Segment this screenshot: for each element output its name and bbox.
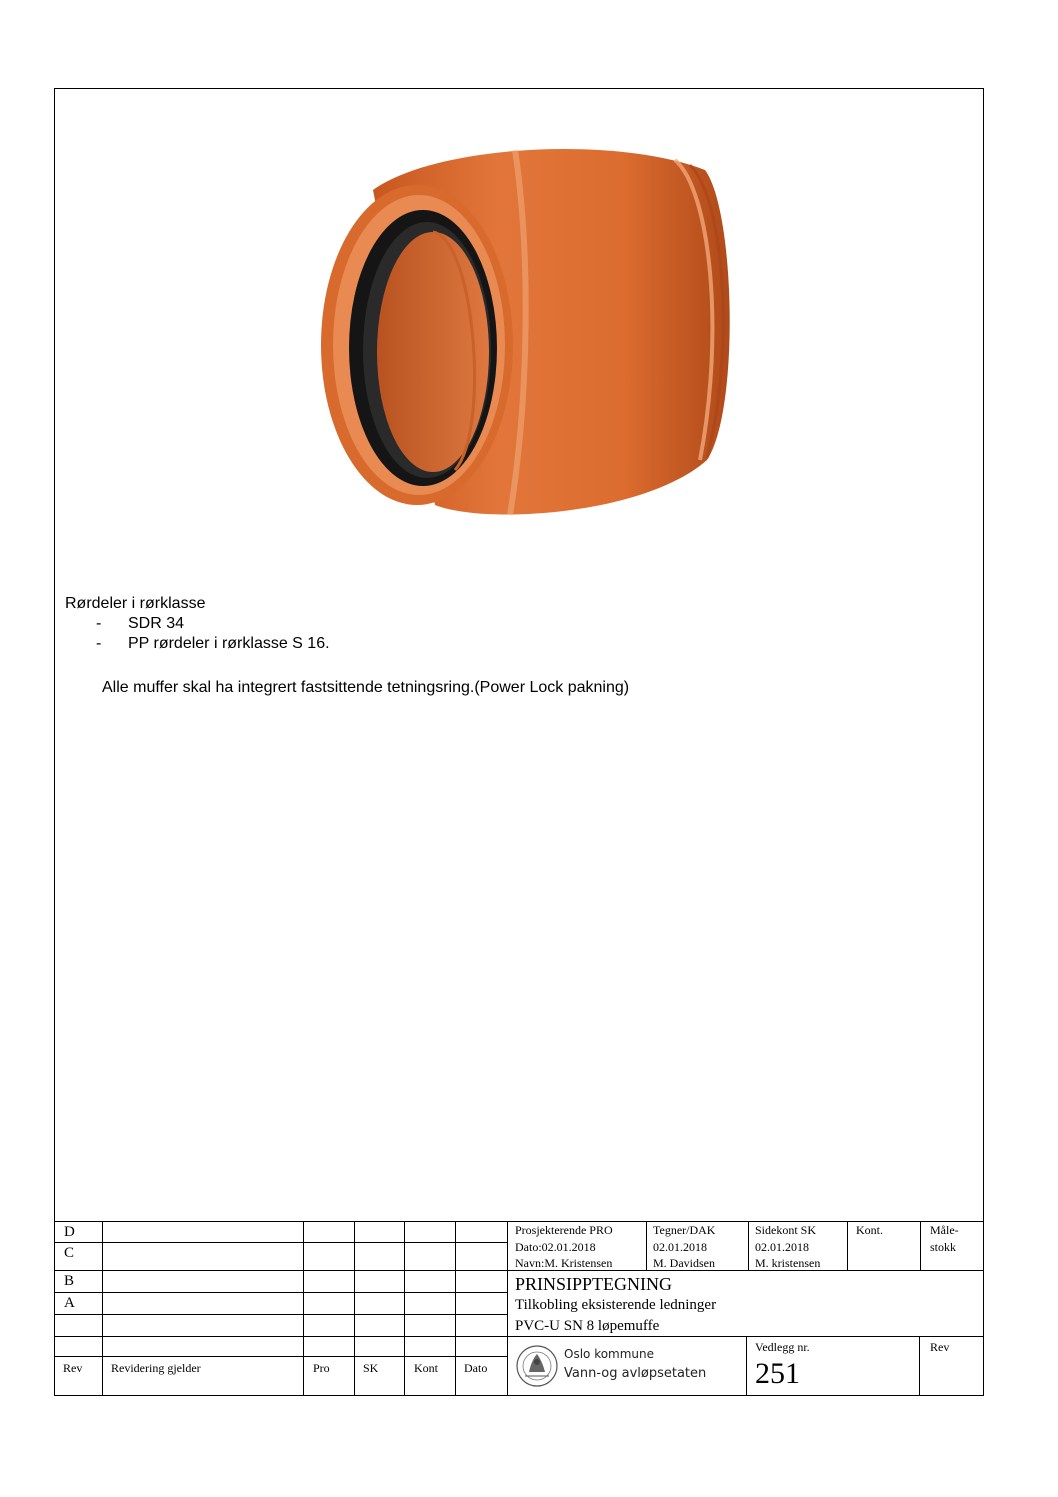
rev-label: Rev bbox=[930, 1340, 950, 1354]
sidekont-name: M. kristensen bbox=[755, 1256, 821, 1270]
list-bullet: - bbox=[96, 635, 102, 652]
prosjekterende-date: Dato:02.01.2018 bbox=[515, 1240, 596, 1254]
description-header: Revidering gjelder bbox=[111, 1361, 201, 1375]
malestokk-label-1: Måle- bbox=[930, 1223, 959, 1237]
notes-remark: Alle muffer skal ha integrert fastsittende tetningsring.(Power Lock pakning) bbox=[102, 679, 630, 696]
prosjekterende-name: Navn:M. Kristensen bbox=[515, 1256, 613, 1270]
notes-heading: Rørdeler i rørklasse bbox=[65, 595, 206, 612]
dato-header: Dato bbox=[464, 1361, 488, 1375]
rev-row-c: C bbox=[64, 1245, 75, 1261]
rev-row-b: B bbox=[64, 1273, 75, 1289]
rev-row-a: A bbox=[64, 1295, 75, 1311]
org-name: Oslo kommune bbox=[564, 1347, 655, 1361]
tegner-label: Tegner/DAK bbox=[653, 1223, 716, 1237]
list-item-text: SDR 34 bbox=[128, 615, 185, 632]
tegner-name: M. Davidsen bbox=[653, 1256, 715, 1270]
rev-row-d: D bbox=[64, 1224, 75, 1240]
prosjekterende-label: Prosjekterende PRO bbox=[515, 1223, 613, 1237]
sidekont-label: Sidekont SK bbox=[755, 1223, 817, 1237]
pro-header: Pro bbox=[313, 1361, 330, 1375]
kont-label: Kont. bbox=[856, 1223, 883, 1237]
drawing-title: PRINSIPPTEGNING bbox=[515, 1274, 673, 1294]
rev-header: Rev bbox=[63, 1361, 83, 1375]
sidekont-date: 02.01.2018 bbox=[755, 1240, 809, 1254]
org-department: Vann-og avløpsetaten bbox=[564, 1366, 707, 1381]
drawing-subtitle-2: PVC-U SN 8 løpemuffe bbox=[515, 1318, 660, 1334]
list-item-text: PP rørdeler i rørklasse S 16. bbox=[128, 635, 330, 652]
vedlegg-label: Vedlegg nr. bbox=[755, 1340, 810, 1354]
list-bullet: - bbox=[96, 615, 102, 632]
sk-header: SK bbox=[363, 1361, 379, 1375]
drawing-subtitle-1: Tilkobling eksisterende ledninger bbox=[515, 1297, 717, 1313]
kont-header: Kont bbox=[414, 1361, 438, 1375]
tegner-date: 02.01.2018 bbox=[653, 1240, 707, 1254]
vedlegg-number: 251 bbox=[755, 1357, 800, 1390]
malestokk-label-2: stokk bbox=[930, 1240, 957, 1254]
oslo-seal-icon bbox=[515, 1342, 559, 1390]
